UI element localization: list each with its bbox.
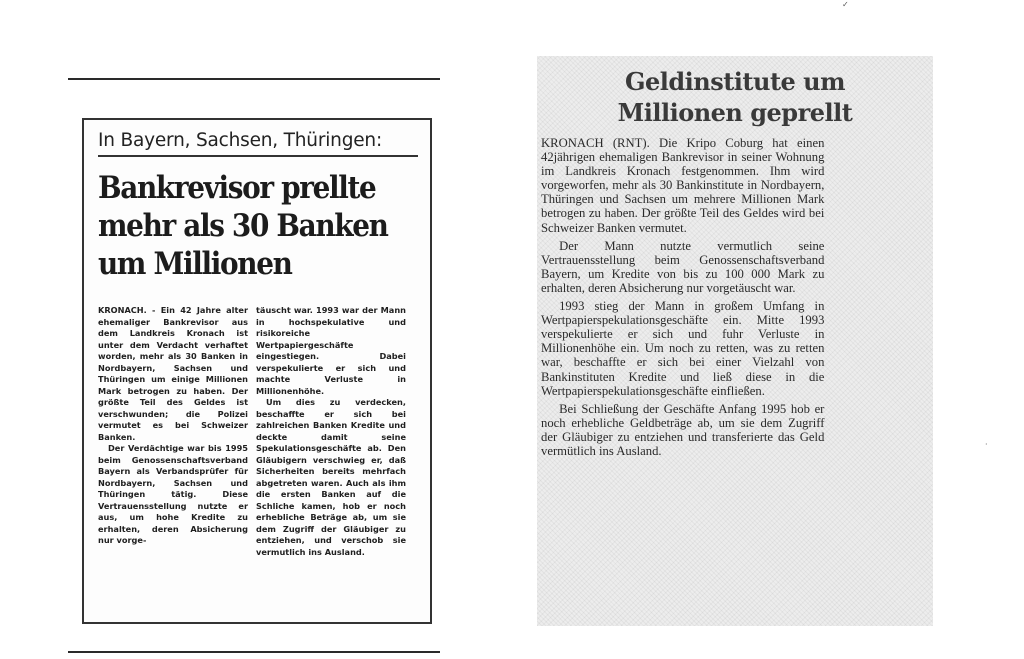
article-headline (537, 66, 933, 128)
paragraph: Um dies zu verdecken, beschaffte er sich bei zahlreichen Banken Kredite und deckte damit seine Spekulationsgeschäfte ab. Den Gläubigern verschwieg er, daß Sicherheiten bereits mehrfach abgetreten waren. Auch als ihm die ersten Banken auf die Schliche kamen, hob er noch erhebliche Beträge ab, um sie dem Zugriff der Gläubiger zu entziehen, und verschob sie vermutlich ins Ausland. (256, 397, 406, 557)
article-kicker: In Bayern, Sachsen, Thüringen: (98, 130, 418, 157)
headline-line-1: Geldinstitute um (624, 67, 846, 96)
top-rule (68, 78, 440, 80)
paragraph: 1993 stieg der Mann in großem Umfang in Wertpapierspekulationsgeschäfte ein. Mitte 1993 verspekulierte er sich und fuhr Verluste in Millionenhöhe ein. Um noch zu retten, was zu retten war, beschaffte er sich bei einer Vielzahl von Bankinstituten Kredite und ließ diese in die Wertpapierspekulationsgeschäfte einfließen. (541, 299, 825, 398)
bottom-rule (68, 651, 440, 653)
headline-line-2: Millionen geprellt (617, 98, 853, 127)
right-newspaper-clipping (537, 56, 933, 626)
article-column-2 (256, 305, 406, 558)
paragraph: KRONACH (RNT). Die Kripo Coburg hat einen 42jährigen ehemaligen Bankrevisor in seiner Wohnung im Landkreis Kronach festgenommen. Ihm wird vorgeworfen, mehr als 30 Bankinstitute in Nordbayern, Thüringen und Sachsen um mehrere Millionen Mark betrogen zu haben. Der größte Teil des Geldes wird bei Schweizer Banken vermutet. (541, 136, 825, 235)
paragraph: Der Verdächtige war bis 1995 beim Genossenschaftsverband Bayern als Verbandsprüfer für Nordbayern, Sachsen und Thüringen tätig. Diese Vertrauensstellung nutzte er aus, um hohe Kredite zu erhalten, deren Absicherung nur vorge- (98, 443, 248, 545)
article-column-1 (98, 305, 248, 558)
article-body (541, 136, 824, 462)
paragraph: Der Mann nutzte vermutlich seine Vertrauensstellung beim Genossenschaftsverband Bayern, um Kredite von bis zu 100 000 Mark zu erhalten, deren Absicherung nur vorgetäuscht war. (541, 238, 825, 295)
paragraph: täuscht war. 1993 war der Mann in hochspekulative und risikoreiche Wertpapiergeschäfte eingestiegen. Dabei verspekulierte er sich und machte Verluste in Millionenhöhe. (256, 305, 406, 396)
article-headline: Bankrevisor prellte mehr als 30 Banken um Millionen (98, 170, 388, 282)
scan-mark: · (985, 440, 988, 449)
left-newspaper-clipping (82, 118, 432, 624)
paragraph: Bei Schließung der Geschäfte Anfang 1995 hob er noch erhebliche Geldbeträge ab, um sie dem Zugriff der Gläubiger zu entziehen und transferierte das Geld vermütlich ins Ausland. (541, 401, 825, 458)
article-columns (98, 305, 418, 558)
scan-mark: ✓ (842, 0, 849, 9)
paragraph: KRONACH. - Ein 42 Jahre alter ehemaliger Bankrevisor aus dem Landkreis Kronach ist unter dem Verdacht verhaftet worden, mehr als 30 Banken in Nordbayern, Sachsen und Thüringen um einige Millionen Mark betrogen zu haben. Der größte Teil des Geldes ist verschwunden; die Polizei vermutet es bei Schweizer Banken. (98, 305, 248, 442)
